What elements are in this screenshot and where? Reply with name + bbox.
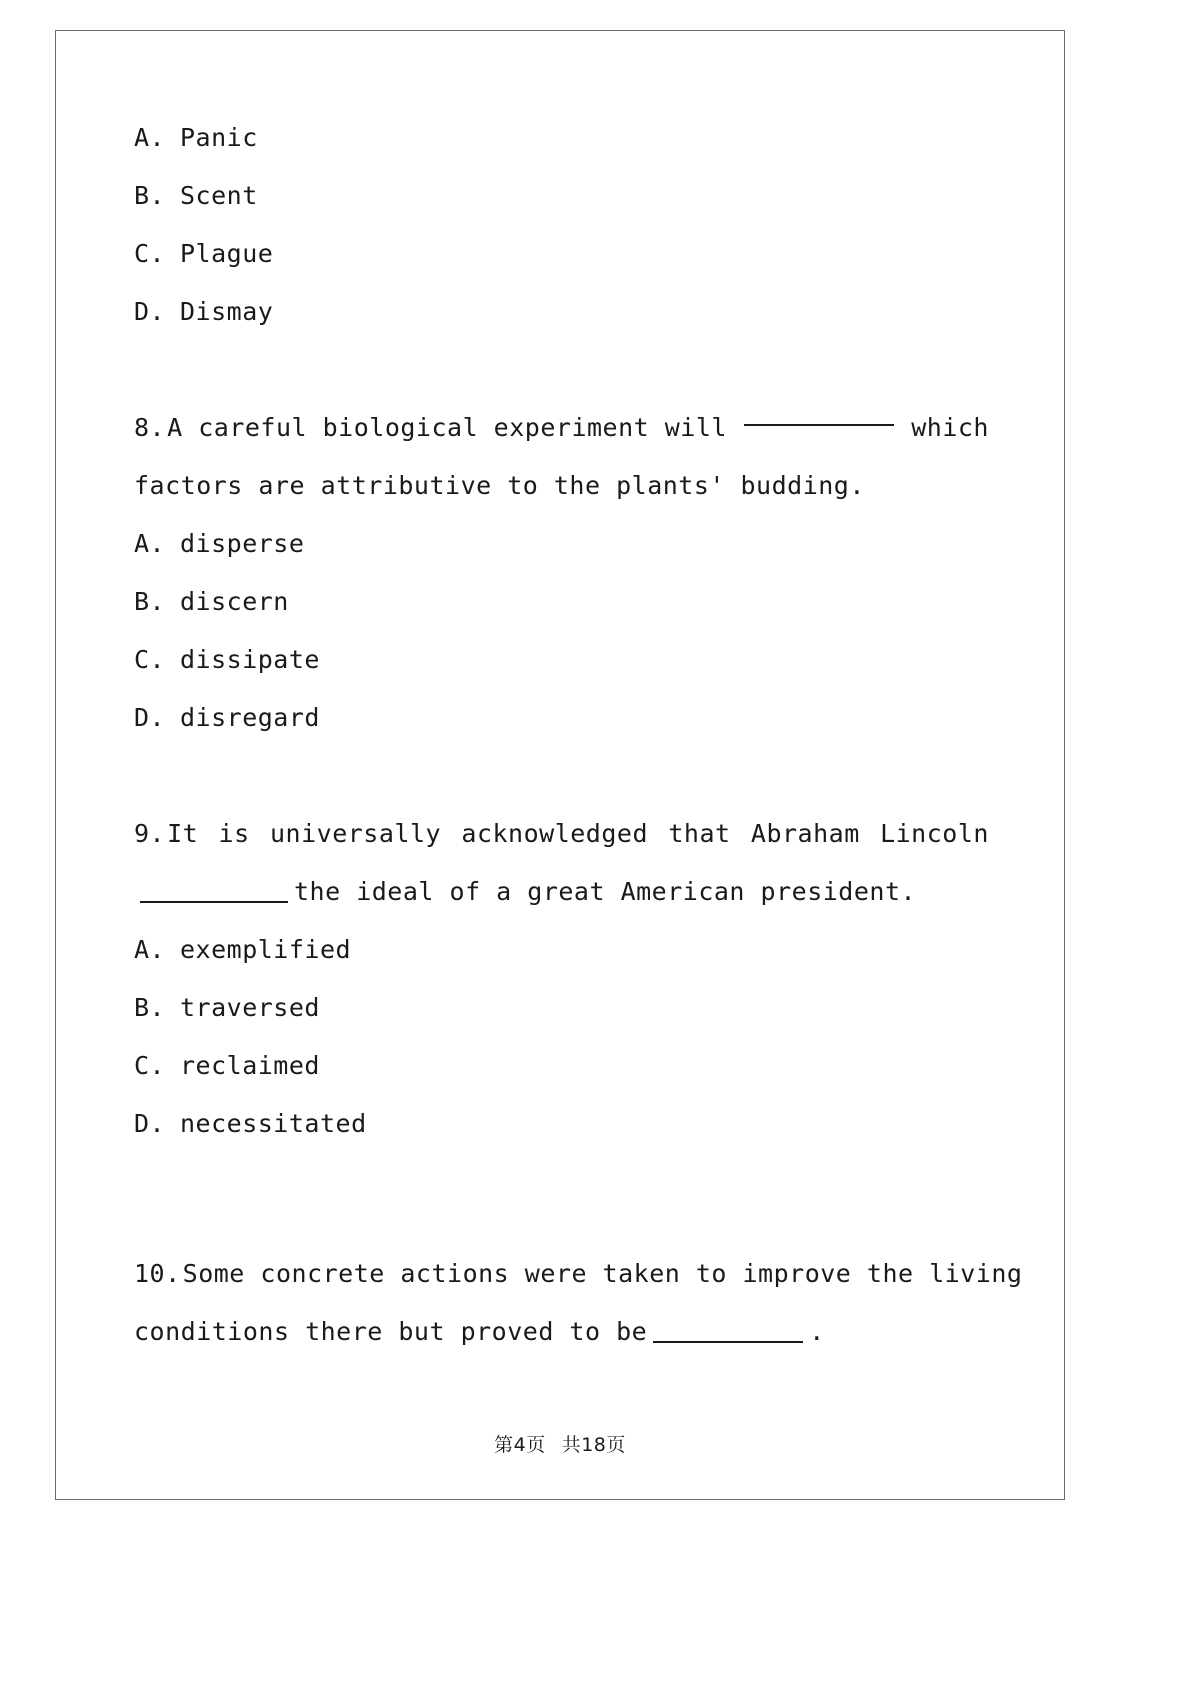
option-letter: A.: [134, 529, 166, 558]
option-text: reclaimed: [180, 1051, 320, 1080]
question-stem-text: A careful biological experiment will: [167, 413, 727, 442]
option-letter: D.: [134, 703, 166, 732]
option-row: [134, 515, 989, 573]
document-page: [55, 30, 1065, 1500]
page-total: 共18页: [561, 1434, 626, 1456]
option-letter: A.: [134, 935, 166, 964]
option-row: [134, 1095, 989, 1153]
option-text: necessitated: [180, 1109, 367, 1138]
word: It: [167, 819, 199, 848]
option-letter: A.: [134, 123, 166, 152]
question-stem-line: [167, 399, 989, 457]
option-text: disperse: [180, 529, 305, 558]
option-text: Panic: [180, 123, 258, 152]
option-letter: B.: [134, 587, 166, 616]
page-content: [134, 109, 1023, 1361]
option-text: Dismay: [180, 297, 274, 326]
question-block-9: [134, 805, 989, 1153]
option-text: Scent: [180, 181, 258, 210]
question-stem: [134, 1245, 1023, 1303]
question-stem-line-2: [134, 863, 989, 921]
question-stem-line: [167, 805, 989, 863]
page-current: 第4页: [494, 1434, 546, 1456]
option-text: exemplified: [180, 935, 352, 964]
option-letter: B.: [134, 993, 166, 1022]
option-row: [134, 631, 989, 689]
spacer: [134, 1211, 989, 1245]
question-stem-text-tail: .: [809, 1317, 825, 1346]
option-row: [134, 1037, 989, 1095]
option-text: discern: [180, 587, 289, 616]
question-stem-text-tail: which: [911, 413, 989, 442]
option-text: Plague: [180, 239, 274, 268]
answer-blank: [744, 399, 894, 426]
word: that: [668, 819, 731, 848]
answer-blank: [653, 1316, 803, 1343]
word: universally: [269, 819, 442, 848]
option-letter: C.: [134, 239, 166, 268]
question-number: 8.: [134, 413, 166, 442]
word: Lincoln: [880, 819, 989, 848]
word: Abraham: [750, 819, 860, 848]
option-letter: C.: [134, 1051, 166, 1080]
option-row: [134, 225, 989, 283]
option-row: [134, 109, 989, 167]
spacer: [134, 747, 989, 805]
question-stem-text: the ideal of a great American president.: [294, 877, 917, 906]
question-block-8: [134, 399, 989, 747]
option-letter: D.: [134, 1109, 166, 1138]
question-stem-line-2: factors are attributive to the plants' budding.: [134, 471, 865, 500]
option-row: [134, 921, 989, 979]
option-text: traversed: [180, 993, 320, 1022]
option-row: [134, 167, 989, 225]
option-row: [134, 573, 989, 631]
answer-blank: [140, 876, 288, 903]
option-letter: B.: [134, 181, 166, 210]
question-number: 10.: [134, 1259, 181, 1288]
option-row: [134, 689, 989, 747]
option-text: dissipate: [180, 645, 320, 674]
spacer: [134, 1153, 989, 1211]
option-text: disregard: [180, 703, 320, 732]
question-stem-text: conditions there but proved to be: [134, 1317, 648, 1346]
question-block-10: [134, 1245, 1023, 1361]
word: is: [218, 819, 250, 848]
word: acknowledged: [461, 819, 649, 848]
spacer: [134, 341, 989, 399]
page-footer: [56, 1430, 1064, 1457]
question-stem-text: Some concrete actions were taken to improve the living: [182, 1259, 1023, 1288]
option-row: [134, 283, 989, 341]
question-stem: [134, 399, 989, 457]
option-letter: C.: [134, 645, 166, 674]
question-stem-line-2: [134, 1303, 989, 1361]
option-row: [134, 979, 989, 1037]
option-letter: D.: [134, 297, 166, 326]
question-block-7-options: [134, 109, 989, 341]
question-stem: [134, 805, 989, 863]
question-number: 9.: [134, 819, 166, 848]
